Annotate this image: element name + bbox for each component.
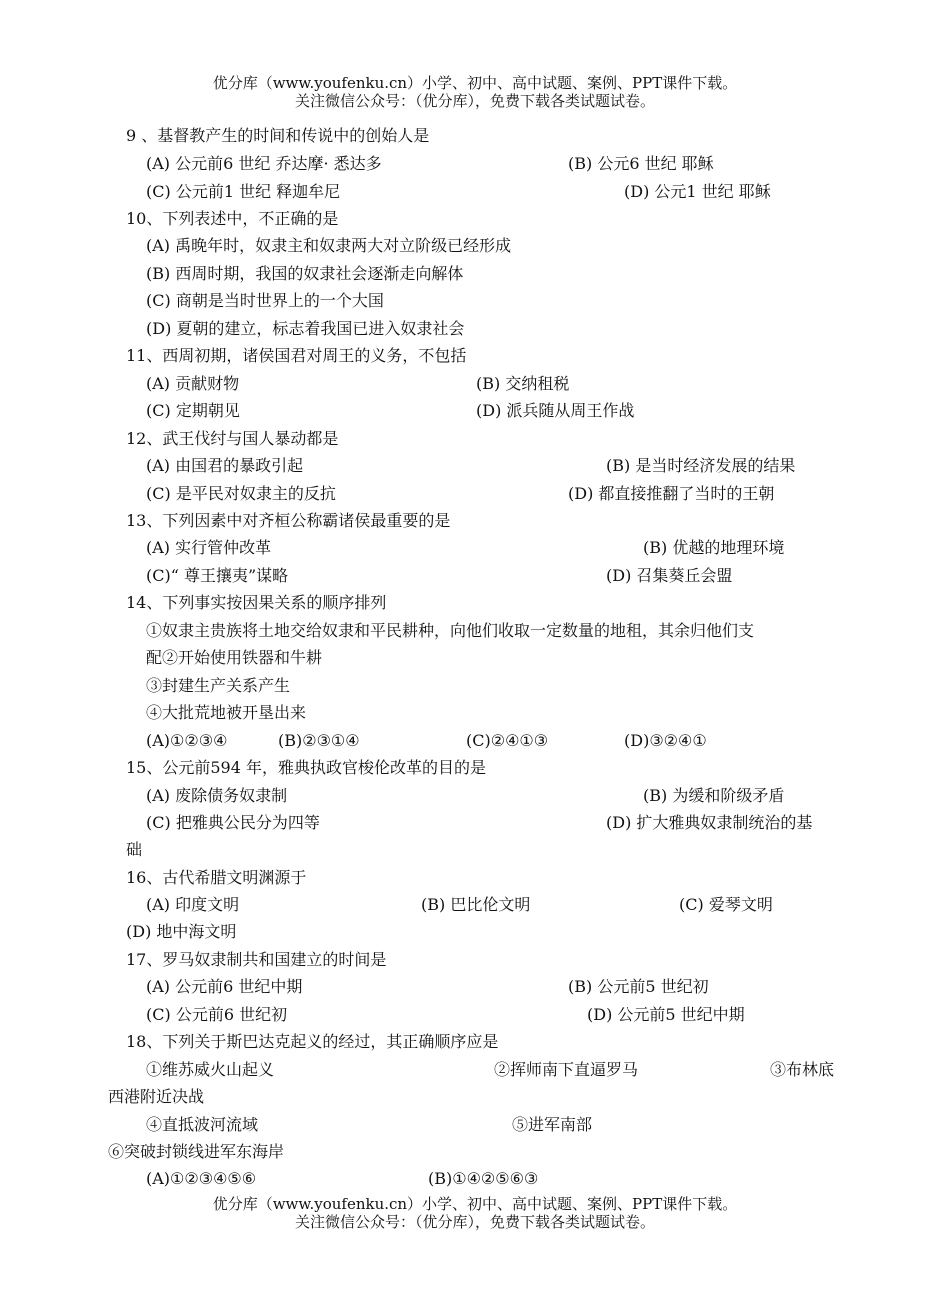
q9-stem: 9 、基督教产生的时间和传说中的创始人是 [126, 126, 430, 145]
q9-option-c: (C) 公元前1 世纪 释迦牟尼 [146, 182, 341, 201]
q16-option-b: (B) 巴比伦文明 [421, 895, 531, 914]
q14-option-c: (C)②④①③ [466, 731, 549, 750]
q18-statement-4: ④直抵波河流域 [146, 1115, 259, 1134]
q13-option-a: (A) 实行管仲改革 [146, 538, 272, 557]
q10-option-a: (A) 禹晚年时，奴隶主和奴隶两大对立阶级已经形成 [146, 236, 512, 255]
q9-option-d: (D) 公元1 世纪 耶稣 [624, 182, 771, 201]
q15-option-a: (A) 废除债务奴隶制 [146, 786, 288, 805]
q12-option-b: (B) 是当时经济发展的结果 [606, 456, 796, 475]
q12-option-c: (C) 是平民对奴隶主的反抗 [146, 484, 336, 503]
footer-line-1: 优分库（www.youfenku.cn）小学、初中、高中试题、案例、PPT课件下载。 [212, 1195, 738, 1213]
q16-stem: 16、古代希腊文明渊源于 [126, 868, 307, 887]
footer-line-2: 关注微信公众号：（优分库），免费下载各类试题试卷。 [294, 1213, 655, 1231]
q12-stem: 12、武王伐纣与国人暴动都是 [126, 429, 339, 448]
q12-option-a: (A) 由国君的暴政引起 [146, 456, 304, 475]
q13-stem: 13、下列因素中对齐桓公称霸诸侯最重要的是 [126, 511, 451, 530]
q16-option-a: (A) 印度文明 [146, 895, 240, 914]
q14-statement-1-cont: 配②开始使用铁器和牛耕 [146, 648, 323, 667]
q11-option-a: (A) 贡献财物 [146, 374, 240, 393]
q17-option-d: (D) 公元前5 世纪中期 [587, 1005, 745, 1024]
q18-stem: 18、下列关于斯巴达克起义的经过，其正确顺序应是 [126, 1032, 499, 1051]
q14-option-d: (D)③②④① [624, 731, 707, 750]
header-line-1: 优分库（www.youfenku.cn）小学、初中、高中试题、案例、PPT课件下载。 [212, 74, 738, 92]
q10-option-b: (B) 西周时期，我国的奴隶社会逐渐走向解体 [146, 264, 464, 283]
q14-option-a: (A)①②③④ [146, 731, 228, 750]
q11-option-c: (C) 定期朝见 [146, 401, 240, 420]
q13-option-c: (C)“ 尊王攘夷”谋略 [146, 566, 289, 585]
q18-statement-2: ②挥师南下直逼罗马 [494, 1060, 639, 1079]
q14-statement-4: ④大批荒地被开垦出来 [146, 703, 307, 722]
q17-option-c: (C) 公元前6 世纪初 [146, 1005, 288, 1024]
q9-option-a: (A) 公元前6 世纪 乔达摩· 悉达多 [146, 154, 382, 173]
q18-statement-3-cont: 西港附近决战 [108, 1087, 205, 1106]
q16-option-d: (D) 地中海文明 [126, 922, 237, 941]
q16-option-c: (C) 爱琴文明 [679, 895, 773, 914]
q18-option-b: (B)①④②⑤⑥③ [428, 1169, 539, 1188]
q9-option-b: (B) 公元6 世纪 耶稣 [568, 154, 714, 173]
q14-option-b: (B)②③①④ [278, 731, 360, 750]
q18-statement-1: ①维苏威火山起义 [146, 1060, 275, 1079]
q17-stem: 17、罗马奴隶制共和国建立的时间是 [126, 950, 387, 969]
q11-stem: 11、西周初期，诸侯国君对周王的义务，不包括 [126, 346, 467, 365]
q14-stem: 14、下列事实按因果关系的顺序排列 [126, 593, 387, 612]
q15-stem: 15、公元前594 年，雅典执政官梭伦改革的目的是 [126, 758, 486, 777]
q10-option-c: (C) 商朝是当时世界上的一个大国 [146, 291, 384, 310]
q13-option-b: (B) 优越的地理环境 [643, 538, 785, 557]
q13-option-d: (D) 召集葵丘会盟 [606, 566, 733, 585]
q12-option-d: (D) 都直接推翻了当时的王朝 [568, 484, 775, 503]
q17-option-a: (A) 公元前6 世纪中期 [146, 977, 303, 996]
q18-statement-5: ⑤进军南部 [512, 1115, 593, 1134]
q18-option-a: (A)①②③④⑤⑥ [146, 1169, 257, 1188]
q11-option-b: (B) 交纳租税 [476, 374, 570, 393]
q11-option-d: (D) 派兵随从周王作战 [476, 401, 635, 420]
q15-option-b: (B) 为缓和阶级矛盾 [643, 786, 785, 805]
q15-option-c: (C) 把雅典公民分为四等 [146, 813, 320, 832]
q10-stem: 10、下列表述中，不正确的是 [126, 209, 339, 228]
q18-statement-3: ③布林底 [770, 1060, 835, 1079]
q15-option-d-cont: 础 [126, 840, 143, 859]
q10-option-d: (D) 夏朝的建立，标志着我国已进入奴隶社会 [146, 319, 465, 338]
q17-option-b: (B) 公元前5 世纪初 [568, 977, 709, 996]
q14-statement-3: ③封建生产关系产生 [146, 676, 291, 695]
q18-statement-6: ⑥突破封锁线进军东海岸 [108, 1142, 285, 1161]
q15-option-d: (D) 扩大雅典奴隶制统治的基 [606, 813, 813, 832]
q14-statement-1: ①奴隶主贵族将土地交给奴隶和平民耕种，向他们收取一定数量的地租，其余归他们支 [146, 621, 755, 640]
header-line-2: 关注微信公众号：（优分库），免费下载各类试题试卷。 [294, 92, 655, 110]
